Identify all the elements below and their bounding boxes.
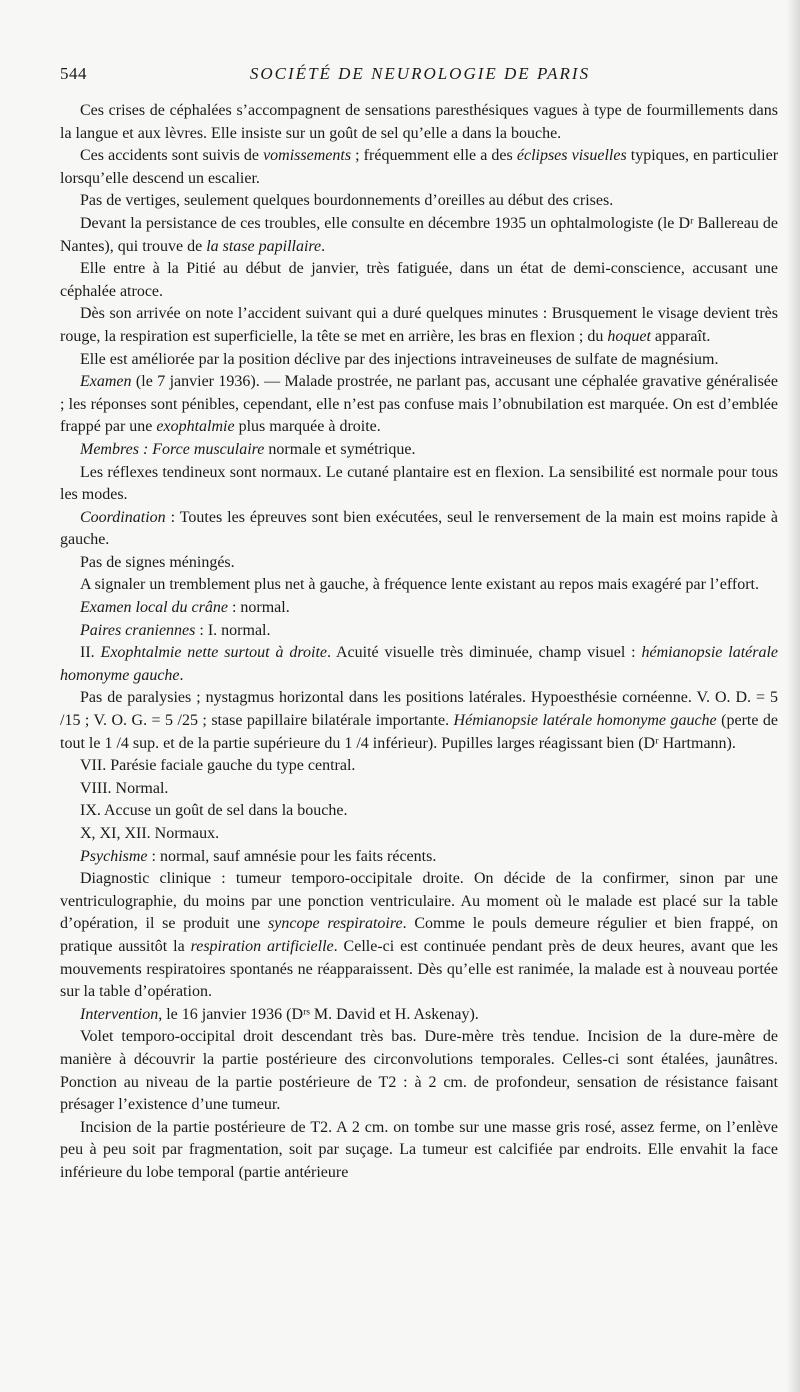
paragraph — [60, 258, 778, 303]
paragraph — [60, 100, 778, 145]
emphasis: Paires craniennes — [80, 621, 196, 639]
paragraph — [60, 574, 778, 597]
text: , le 16 janvier 1936 (Dʳˢ M. David et H. Askenay). — [158, 1005, 479, 1023]
text: Incision de la partie postérieure de T2. A 2 cm. on tombe sur une masse gris rosé, assez ferme, on l’enlève peu à peu soit par fragmentation, soit par suçage. La tumeur est calcifiée par endroits. Elle envahit la face inférieure du lobe temporal (partie antérieure — [60, 1118, 778, 1181]
text: Volet temporo-occipital droit descendant très bas. Dure-mère très tendue. Incision de la dure-mère de manière à découvrir la partie postérieure des circonvolutions temporales. Celles-ci sont étalées, jaunâtres. Ponction au niveau de la partie postérieure de T2 : à 2 cm. de profondeur, sensation de résistance faisant présager l’existence d’une tumeur. — [60, 1028, 778, 1114]
text: Devant la persistance de ces troubles, elle consulte en décembre 1935 un ophtalmologiste (le Dʳ Ballereau de Nantes), qui trouve de — [60, 214, 778, 255]
emphasis: exophtalmie — [156, 418, 235, 436]
paragraph — [60, 823, 778, 846]
body-text — [60, 100, 778, 1185]
running-title: SOCIÉTÉ DE NEUROLOGIE DE PARIS — [249, 64, 591, 83]
page-number: 544 — [60, 64, 87, 83]
emphasis: Hémianopsie latérale homonyme gauche — [453, 712, 717, 730]
paragraph — [60, 778, 778, 801]
text: : normal. — [227, 599, 290, 617]
paragraph — [60, 800, 778, 823]
text: . Celle-ci est continuée pendant près de deux heures, avant que les mouvements respiratoires spontanés ne réapparaissent. Dès qu’elle est ranimée, la malade est à nouveau portée sur la table d’opération. — [60, 937, 779, 1001]
paragraph — [60, 1004, 778, 1027]
text: plus marquée à droite. — [234, 418, 381, 436]
page-edge-shadow — [786, 0, 800, 1392]
emphasis: éclipses visuelles — [516, 147, 627, 165]
paragraph — [60, 868, 778, 1004]
text: : normal, sauf amnésie pour les faits récents. — [147, 847, 437, 865]
paragraph — [60, 507, 778, 552]
emphasis: hémianopsie latérale homonyme gauche — [60, 644, 779, 684]
paragraph — [60, 846, 778, 869]
paragraph — [60, 439, 778, 462]
text: . Acuité visuelle très diminuée, champ visuel : — [327, 644, 642, 662]
emphasis: Psychisme — [80, 847, 148, 865]
emphasis: Exophtalmie nette surtout à droite — [100, 644, 327, 662]
paragraph — [60, 597, 778, 620]
emphasis: hoquet — [607, 327, 651, 345]
paragraph — [60, 462, 778, 507]
text: ; fréquemment elle a des — [351, 147, 517, 165]
emphasis: respiration artificielle — [190, 937, 334, 955]
paragraph — [60, 687, 778, 755]
paragraph — [60, 755, 778, 778]
text: typiques, en particulier lorsqu’elle descend un escalier. — [60, 147, 779, 187]
text: Elle est améliorée par la position déclive par des injections intraveineuses de sulfate de magnésium. — [80, 350, 719, 368]
emphasis: Coordination — [80, 508, 166, 526]
text: . — [321, 237, 326, 255]
emphasis: syncope respiratoire — [268, 915, 403, 933]
emphasis: Examen local du crâne — [80, 599, 228, 617]
text: Les réflexes tendineux sont normaux. Le cutané plantaire est en flexion. La sensibilité est normale pour tous les modes. — [60, 463, 778, 504]
text: IX. Accuse un goût de sel dans la bouche. — [80, 802, 348, 820]
text: VII. Parésie faciale gauche du type central. — [80, 757, 356, 775]
emphasis: vomissements — [263, 147, 352, 165]
paragraph — [60, 190, 778, 213]
text: Dès son arrivée on note l’accident suivant qui a duré quelques minutes : Brusquement le visage devient très rouge, la respiration est superficielle, la tête se met en arrière, les bras en flexion ; du — [60, 305, 778, 345]
paragraph — [60, 552, 778, 575]
paragraph — [60, 620, 778, 643]
paragraph — [60, 1026, 778, 1116]
page-header — [60, 64, 780, 90]
text: : I. normal. — [195, 621, 271, 639]
emphasis: Examen — [80, 373, 132, 391]
text: Diagnostic clinique : tumeur temporo-occipitale droite. On décide de la confirmer, sinon par une ventriculographie, du moins par une ponction ventriculaire. Au moment où le malade est placé sur la table d’opération, il se produit une — [60, 870, 778, 933]
text: Ces crises de céphalées s’accompagnent de sensations paresthésiques vagues à type de fourmillements dans la langue et aux lèvres. Elle insiste sur un goût de sel qu’elle a dans la bouche. — [60, 102, 778, 142]
text: Elle entre à la Pitié au début de janvier, très fatiguée, dans un état de demi-conscience, accusant une céphalée atroce. — [60, 260, 778, 300]
text: . — [179, 666, 184, 684]
text: Pas de vertiges, seulement quelques bourdonnements d’oreilles au début des crises. — [80, 192, 614, 210]
paragraph — [60, 642, 778, 687]
paragraph — [60, 349, 778, 372]
emphasis: Intervention — [80, 1005, 159, 1023]
text: Pas de signes méningés. — [80, 553, 235, 571]
text: (perte de tout le 1 /4 sup. et de la partie supérieure du 1 /4 inférieur). Pupilles larges réagissant bien (Dʳ Hartmann). — [60, 712, 779, 752]
text: : Toutes les épreuves sont bien exécutées, seul le renversement de la main est moins rapide à gauche. — [60, 508, 778, 549]
text: Pas de paralysies ; nystagmus horizontal dans les positions latérales. Hypoesthésie cornéenne. V. O. D. = 5 /15 ; V. O. G. = 5 /25 ; stase papillaire bilatérale importante. — [60, 689, 778, 730]
text: X, XI, XII. Normaux. — [80, 825, 220, 842]
text: VIII. Normal. — [80, 779, 169, 797]
paragraph — [60, 145, 778, 190]
paragraph — [60, 213, 778, 258]
text: . Comme le pouls demeure régulier et bien frappé, on pratique aussitôt la — [60, 915, 778, 955]
text: Ces accidents sont suivis de — [80, 147, 264, 165]
text: (le 7 janvier 1936). — Malade prostrée, ne parlant pas, accusant une céphalée gravative généralisée ; les réponses sont pénibles, cependant, elle n’est pas confuse mais l’obnubilation est marquée. On est d’emblée frappé par une — [60, 373, 778, 436]
paragraph — [60, 371, 778, 439]
text: apparaît. — [650, 327, 711, 345]
emphasis: la stase papillaire — [206, 237, 322, 255]
paragraph — [60, 1117, 778, 1185]
emphasis: Membres : Force musculaire — [80, 440, 265, 458]
text: A signaler un tremblement plus net à gauche, à fréquence lente existant au repos mais exagéré par l’effort. — [80, 576, 759, 594]
paragraph — [60, 303, 778, 348]
text: II. — [80, 644, 101, 662]
text: normale et symétrique. — [264, 440, 416, 458]
